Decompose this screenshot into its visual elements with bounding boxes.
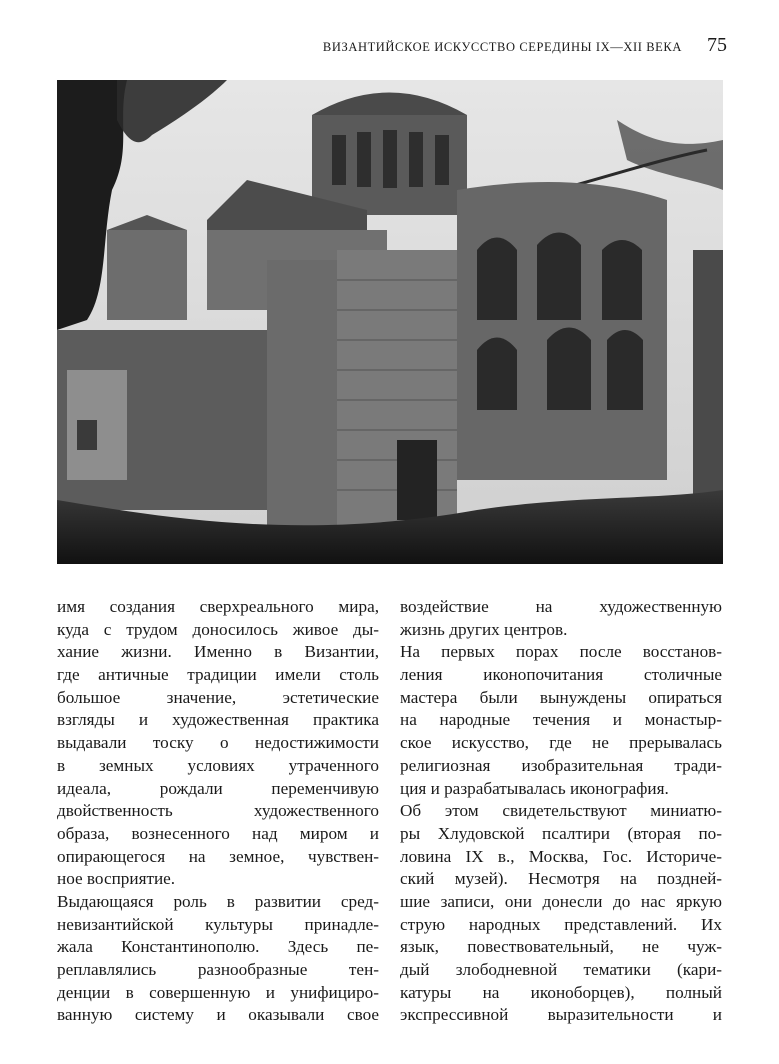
text-line: куда с трудом доносилось живое ды- [57, 619, 379, 639]
text-line: идеала, рождали переменчивую [57, 778, 379, 798]
paragraph [57, 596, 379, 891]
text-line: шие записи, они донесли до нас яркую [400, 891, 722, 911]
text-line: На первых порах после восстанов- [400, 642, 722, 662]
text-line: язык, повествовательный, не чуж- [400, 937, 722, 957]
text-line: ция и разрабатывалась иконография. [400, 778, 669, 798]
text-line: хание жизни. Именно в Византии, [57, 642, 379, 662]
right-column [400, 596, 722, 1027]
text-line: выдавали тоску о недостижимости [57, 733, 379, 753]
text-line: ления иконопочитания столичные [400, 665, 722, 685]
text-line: ное восприятие. [57, 869, 176, 889]
text-line: струю народных представлений. Их [400, 914, 722, 934]
paragraph [400, 596, 722, 641]
text-line: на народные течения и монастыр- [400, 710, 722, 730]
text-line: ский музей). Несмотря на поздней- [400, 869, 722, 889]
left-column [57, 596, 379, 1027]
text-line: двойственность художественного [57, 801, 379, 821]
paragraph [400, 800, 722, 1027]
text-line: ванную систему и оказывали свое [57, 1005, 379, 1025]
page-number: 75 [707, 34, 727, 56]
text-line: экспрессивной выразительности и [400, 1005, 722, 1025]
text-line: где античные традиции имели столь [57, 665, 379, 685]
text-line: невизантийской культуры принадле- [57, 914, 379, 934]
text-line: денции в совершенную и унифициро- [57, 982, 379, 1002]
text-line: большое значение, эстетические [57, 687, 379, 707]
text-line: опирающегося на земное, чувствен- [57, 846, 379, 866]
church-photograph [57, 80, 723, 564]
running-head [0, 34, 779, 58]
text-line: образа, вознесенного над миром и [57, 823, 379, 843]
running-title: ВИЗАНТИЙСКОЕ ИСКУССТВО СЕРЕДИНЫ IX—XII ВЕКА [322, 40, 682, 54]
text-line: имя создания сверхреального мира, [57, 597, 379, 616]
text-line: Об этом свидетельствуют миниатю- [400, 801, 722, 821]
paragraph [400, 641, 722, 800]
text-line: в земных условиях утраченного [57, 755, 379, 775]
text-line: Выдающаяся роль в развитии сред- [57, 891, 379, 911]
text-line: ры Хлудовской псалтири (вторая по- [400, 823, 722, 843]
text-line: воздействие на художественную [400, 597, 722, 616]
text-line: взгляды и художественная практика [57, 710, 379, 730]
text-line: реплавлялись разнообразные тен- [57, 960, 379, 980]
text-line: ловина IX в., Москва, Гос. Историче- [400, 846, 722, 866]
text-line: мастера были вынуждены опираться [400, 687, 722, 707]
text-line: религиозная изобразительная тради- [400, 755, 722, 775]
text-line: жизнь других центров. [400, 619, 568, 639]
paragraph [57, 891, 379, 1027]
text-line: жала Константинополю. Здесь пе- [57, 937, 379, 957]
text-line: ское искусство, где не прерывалась [400, 733, 722, 753]
text-line: катуры на иконоборцев), полный [400, 982, 722, 1002]
text-line: дый злободневной тематики (кари- [400, 960, 722, 980]
